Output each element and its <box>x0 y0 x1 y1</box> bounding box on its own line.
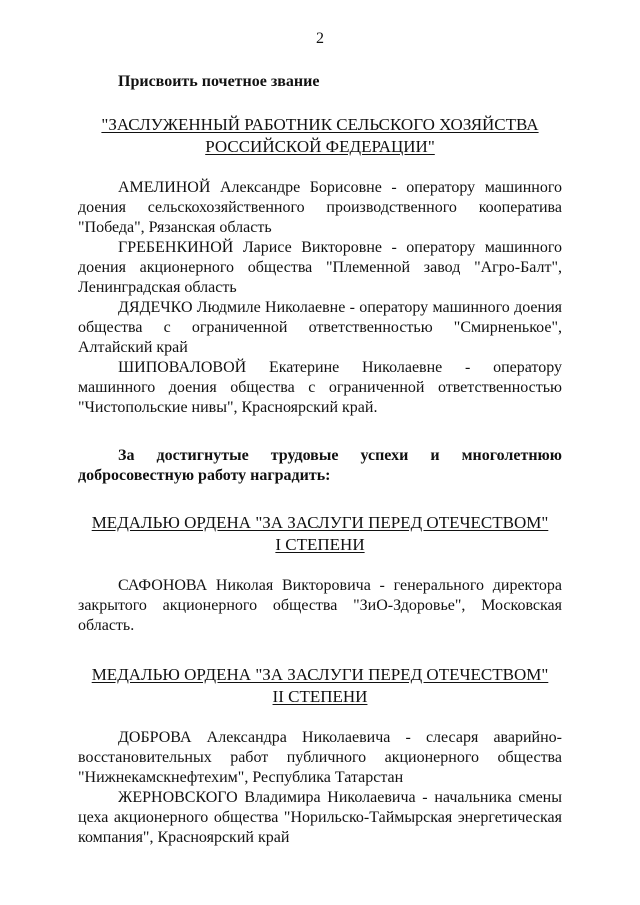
awardee-entry: ЖЕРНОВСКОГО Владимира Николаевича - начальника смены цеха акционерного общества "Норильско-Таймырская энергетическая компания", Красноярский край <box>78 789 562 846</box>
section1-title-line1: "ЗАСЛУЖЕННЫЙ РАБОТНИК СЕЛЬСКОГО ХОЗЯЙСТВА <box>101 115 539 134</box>
awardee-entry: САФОНОВА Николая Викторовича - генерального директора закрытого акционерного общества "ЗиО-Здоровье", Московская область. <box>78 577 562 634</box>
document-body <box>78 72 562 848</box>
awardee-entry: ДОБРОВА Александра Николаевича - слесаря аварийно-восстановительных работ публичного акционерного общества "Нижнекамскнефтехим", Республика Татарстан <box>78 729 562 786</box>
section2-title-line2: I СТЕПЕНИ <box>275 535 365 554</box>
section3-title-line2: II СТЕПЕНИ <box>272 687 368 706</box>
awardee-entry: ДЯДЕЧКО Людмиле Николаевне - оператору машинного доения общества с ограниченной ответственностью "Смирненькое", Алтайский край <box>78 299 562 356</box>
section2-title <box>78 512 562 556</box>
page-number: 2 <box>316 30 324 47</box>
awardee-entry: ШИПОВАЛОВОЙ Екатерине Николаевне - оператору машинного доения общества с ограниченной ответственностью "Чистопольские нивы", Красноярский край. <box>78 359 562 416</box>
section1-intro: Присвоить почетное звание <box>118 73 320 90</box>
awardee-entry: ГРЕБЕНКИНОЙ Ларисе Викторовне - оператору машинного доения акционерного общества "Племенной завод "Агро-Балт", Ленинградская область <box>78 239 562 296</box>
section2-title-line1: МЕДАЛЬЮ ОРДЕНА "ЗА ЗАСЛУГИ ПЕРЕД ОТЕЧЕСТВОМ" <box>91 513 549 532</box>
section1-title <box>78 114 562 158</box>
award-intro: За достигнутые трудовые успехи и многолетнюю добросовестную работу наградить: <box>78 447 562 484</box>
section3-title <box>78 664 562 708</box>
awardee-entry: АМЕЛИНОЙ Александре Борисовне - оператору машинного доения сельскохозяйственного производственного кооператива "Победа", Рязанская область <box>78 179 562 236</box>
section1-title-line2: РОССИЙСКОЙ ФЕДЕРАЦИИ" <box>205 137 435 156</box>
section3-title-line1: МЕДАЛЬЮ ОРДЕНА "ЗА ЗАСЛУГИ ПЕРЕД ОТЕЧЕСТВОМ" <box>91 665 549 684</box>
